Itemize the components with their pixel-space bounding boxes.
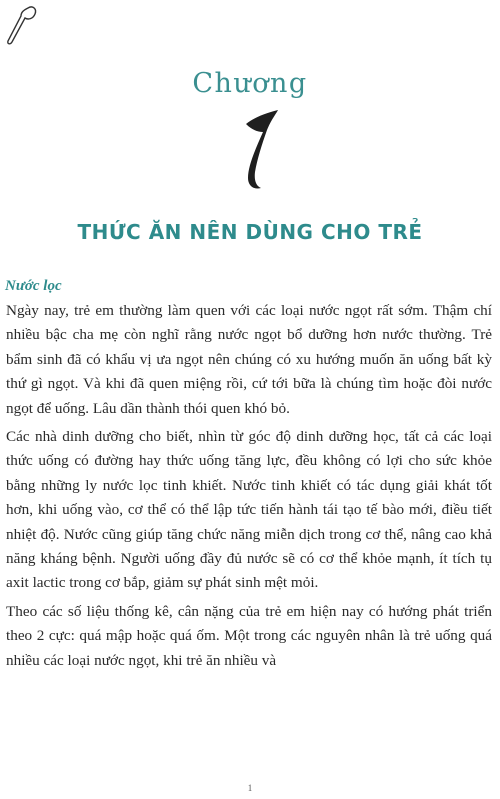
chapter-number-one — [230, 110, 290, 190]
paragraph: Theo các số liệu thống kê, cân nặng của trẻ em hiện nay có hướng phát triển theo 2 cực: quá mập hoặc quá ốm. Một trong các nguyên nhân là trẻ uống quá nhiều các loại nước ngọt, khi trẻ ăn nhiều và — [6, 602, 492, 669]
chapter-label: Chương — [192, 68, 308, 99]
body-text — [6, 299, 492, 677]
page-number: 1 — [247, 783, 253, 793]
paragraph: Các nhà dinh dưỡng cho biết, nhìn từ góc độ dinh dưỡng học, tất cả các loại thức uống có đường hay thức uống tăng lực, đều không có lợi cho sức khỏe bằng những ly nước lọc tinh khiết. Nước tinh khiết có tác dụng giải khát tốt hơn, khi uống vào, cơ thể có thể lập tức tiến hành tái tạo tế bào mới, điều tiết nhiệt độ. Nước cũng giúp tăng chức năng miễn dịch trong cơ thể, nâng cao khả năng kháng bệnh. Người uống đầy đủ nước sẽ có cơ thể khỏe mạnh, ít tích tụ axit lactic trong cơ bắp, giảm sự phát sinh mệt mỏi. — [6, 428, 492, 592]
chapter-title: THỨC ĂN NÊN DÙNG CHO TRẺ — [77, 220, 423, 244]
paragraph: Ngày nay, trẻ em thường làm quen với các loại nước ngọt rất sớm. Thậm chí nhiều bậc cha mẹ còn nghĩ rằng nước ngọt bổ dưỡng hơn nước thường. Trẻ bẩm sinh đã có khẩu vị ưa ngọt nên chúng có xu hướng muốn ăn uống bất kỳ thứ gì ngọt. Và khi đã quen miệng rồi, cứ tới bữa là chúng tìm hoặc đòi nước ngọt để uống. Lâu dần thành thói quen khó bỏ. — [6, 302, 492, 417]
section-heading: Nước lọc — [5, 278, 62, 294]
spoon-icon — [4, 4, 38, 50]
